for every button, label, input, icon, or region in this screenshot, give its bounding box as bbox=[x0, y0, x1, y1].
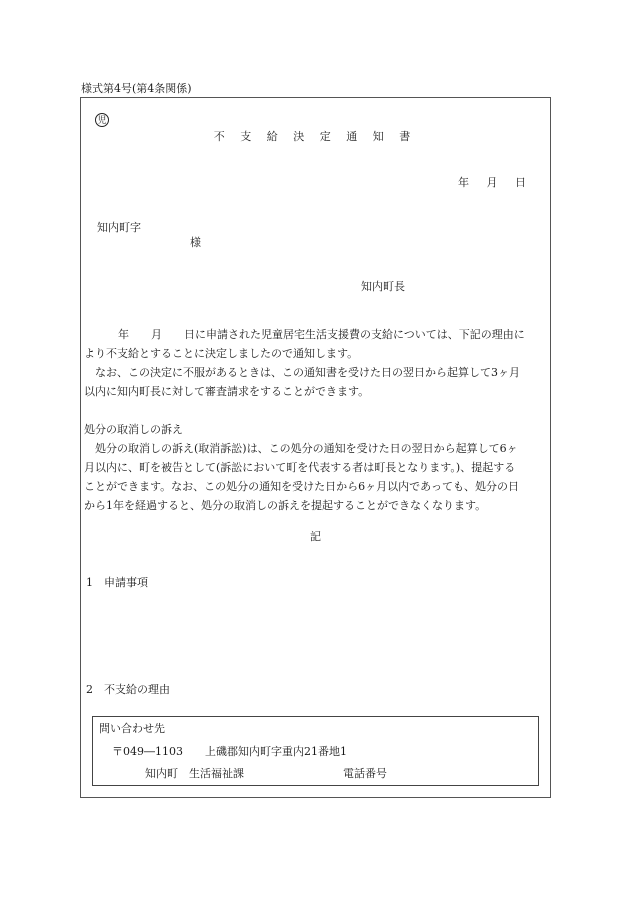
contact-title: 問い合わせ先 bbox=[99, 722, 165, 735]
review-request-line: なお、この決定に不服があるときは、この通知書を受けた日の翌日から起算して3ヶ月 bbox=[95, 366, 520, 379]
review-request-paragraph bbox=[84, 363, 549, 401]
form-number: 様式第4号(第4条関係) bbox=[81, 82, 192, 95]
appeal-paragraph bbox=[84, 439, 549, 515]
appeal-line: ことができます。なお、この処分の通知を受けた日から6ヶ月以内であっても、処分の日 bbox=[84, 480, 520, 493]
application-item-heading: 1 申請事項 bbox=[86, 576, 148, 589]
appeal-line: 処分の取消しの訴え(取消訴訟)は、この処分の通知を受けた日の翌日から起算して6ヶ bbox=[95, 442, 518, 455]
document-title: 不 支 給 決 定 通 知 書 bbox=[213, 130, 417, 143]
decision-paragraph-line: 年 月 日に申請された児童居宅生活支援費の支給については、下記の理由に bbox=[118, 328, 525, 341]
reason-item-heading: 2 不支給の理由 bbox=[86, 683, 170, 696]
review-request-line: 以内に知内町長に対して審査請求をすることができます。 bbox=[84, 385, 370, 398]
recipient-honorific: 様 bbox=[190, 236, 201, 249]
appeal-line: 月以内に、町を被告として(訴訟において町を代表する者は町長となります。)、提起する bbox=[84, 461, 516, 474]
contact-phone-label: 電話番号 bbox=[343, 767, 387, 780]
appeal-heading: 処分の取消しの訴え bbox=[84, 423, 183, 436]
appeal-line: から1年を経過すると、処分の取消しの訴えを提起することができなくなります。 bbox=[84, 499, 487, 512]
issuer-name: 知内町長 bbox=[361, 280, 405, 293]
child-mark-seal: 児 bbox=[95, 113, 109, 127]
recipient-address: 知内町字 bbox=[97, 221, 141, 234]
contact-address: 〒049―1103 上磯郡知内町字重内21番地1 bbox=[112, 745, 347, 758]
contact-department: 知内町 生活福祉課 bbox=[145, 767, 244, 780]
date-line: 年 月 日 bbox=[458, 176, 526, 189]
decision-paragraph bbox=[84, 325, 549, 363]
ki-heading: 記 bbox=[310, 530, 321, 543]
decision-paragraph-line: より不支給とすることに決定しましたので通知します。 bbox=[84, 347, 359, 360]
